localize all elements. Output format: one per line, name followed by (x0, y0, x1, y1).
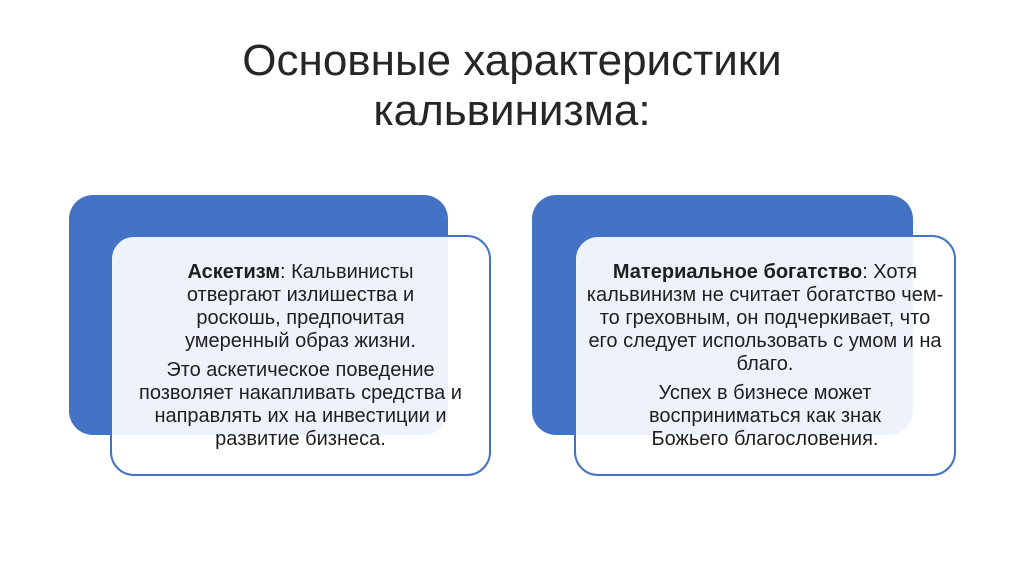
asceticism-term: Аскетизм (187, 260, 280, 283)
slide-title-line-2: кальвинизма: (373, 86, 651, 135)
asceticism-consequence: Это аскетическое поведение позволяет накапливать средства и направлять их на инвестиции и развитие бизнеса. (139, 358, 462, 450)
asceticism-card (110, 235, 491, 476)
asceticism-definition-text: : Кальвинисты отвергают излишества и роскошь, предпочитая умеренный образ жизни. (185, 260, 416, 352)
slide-title-line-1: Основные характеристики (242, 36, 782, 85)
wealth-consequence: Успех в бизнесе может восприниматься как знак Божьего благословения. (649, 381, 881, 450)
wealth-term: Материальное богатство (612, 260, 863, 283)
asceticism-definition (161, 261, 441, 353)
wealth-definition (575, 261, 955, 376)
wealth-card (574, 235, 956, 476)
wealth-definition-text: : Хотя кальвинизм не считает богатство чем-то греховным, он подчеркивает, что его следует использовать с умом и на благо. (586, 260, 944, 375)
slide-title (0, 36, 1024, 136)
